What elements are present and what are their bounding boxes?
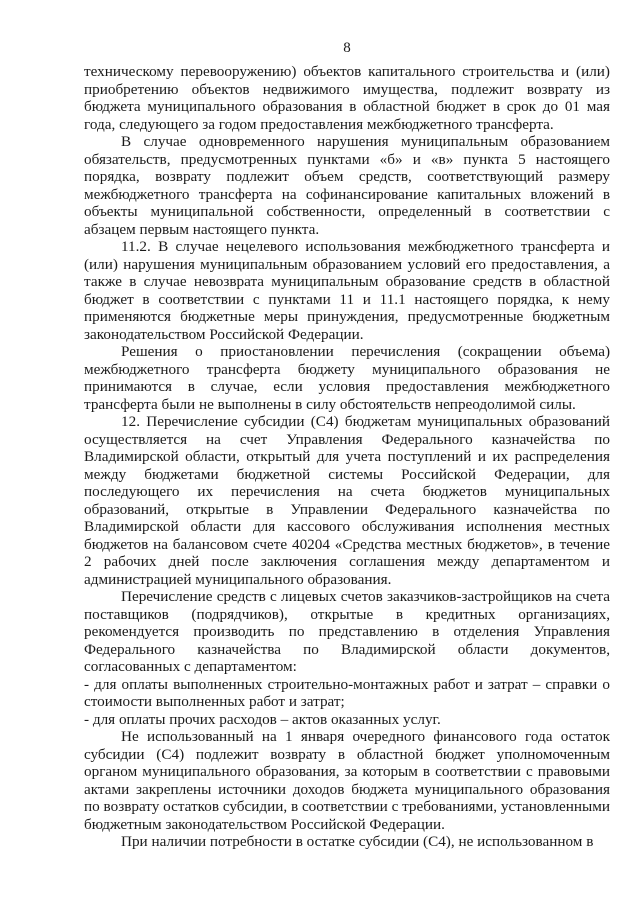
paragraph-suspension-decisions: Решения о приостановлении перечисления (сокращении объема) межбюджетного трансферта бюджету муниципального образования не принимаются в случае, если условия предоставления межбюджетного трансферта были не выполнены в силу обстоятельств непреодолимой силы. [84,343,610,413]
paragraph-12-transfer: 12. Перечисление субсидии (С4) бюджетам муниципальных образований осуществляется на счет Управления Федерального казначейства по Владимирской области, открытый для учета поступлений и их распределения между бюджетами бюджетной системы Российской Федерации, для последующего их перечисления на счета бюджетов муниципальных образований, открытые в Управлении Федерального казначейства по Владимирской области для кассового обслуживания исполнения местных бюджетов на балансовом счете 40204 «Средства местных бюджетов», в течение 2 рабочих дней после заключения соглашения между департаментом и администрацией муниципального образования. [84,413,610,588]
document-page [84,0,610,905]
page-number: 8 [343,40,351,56]
document-body [84,63,610,850]
paragraph-return-deadline: техническому перевооружению) объектов капитального строительства и (или) приобретению объектов недвижимого имущества, подлежит возврату из бюджета муниципального образования в областной бюджет в срок до 01 мая года, следующего за годом предоставления межбюджетного трансферта. [84,63,610,133]
paragraph-11-2-misuse: 11.2. В случае нецелевого использования межбюджетного трансферта и (или) нарушения муниципальным образованием условий его предоставления, а также в случае невозврата муниципальным образование средств в областной бюджет в соответствии с пунктами 11 и 11.1 настоящего порядка, к нему применяются бюджетные меры принуждения, предусмотренные бюджетным законодательством Российской Федерации. [84,238,610,343]
list-item-construction-payment: - для оплаты выполненных строительно-монтажных работ и затрат – справки о стоимости выполненных работ и затрат; [84,675,610,710]
paragraph-funds-transfer-recommendation: Перечисление средств с лицевых счетов заказчиков-застройщиков на счета поставщиков (подрядчиков), открытые в кредитных организациях, рекомендуется производить по представлению в отделения Управления Федерального казначейства по Владимирской области документов, согласованных с департаментом: [84,588,610,675]
list-item-other-expenses: - для оплаты прочих расходов – актов оказанных услуг. [84,710,441,728]
paragraph-balance-need: При наличии потребности в остатке субсидии (С4), не использованном в [121,833,594,850]
paragraph-unused-balance: Не использованный на 1 января очередного финансового года остаток субсидии (С4) подлежит возврату в областной бюджет уполномоченным органом муниципального образования, за которым в соответствии с правовыми актами закреплены источники доходов бюджета муниципального образования по возврату остатков субсидии, в соответствии с требованиями, установленными бюджетным законодательством Российской Федерации. [84,728,610,833]
paragraph-simultaneous-violation: В случае одновременного нарушения муниципальным образованием обязательств, предусмотренных пунктами «б» и «в» пункта 5 настоящего порядка, возврату подлежит объем средств, соответствующий размеру межбюджетного трансферта на софинансирование капитальных вложений в объекты муниципальной собственности, определенный в соответствии с абзацем первым настоящего пункта. [84,133,610,238]
